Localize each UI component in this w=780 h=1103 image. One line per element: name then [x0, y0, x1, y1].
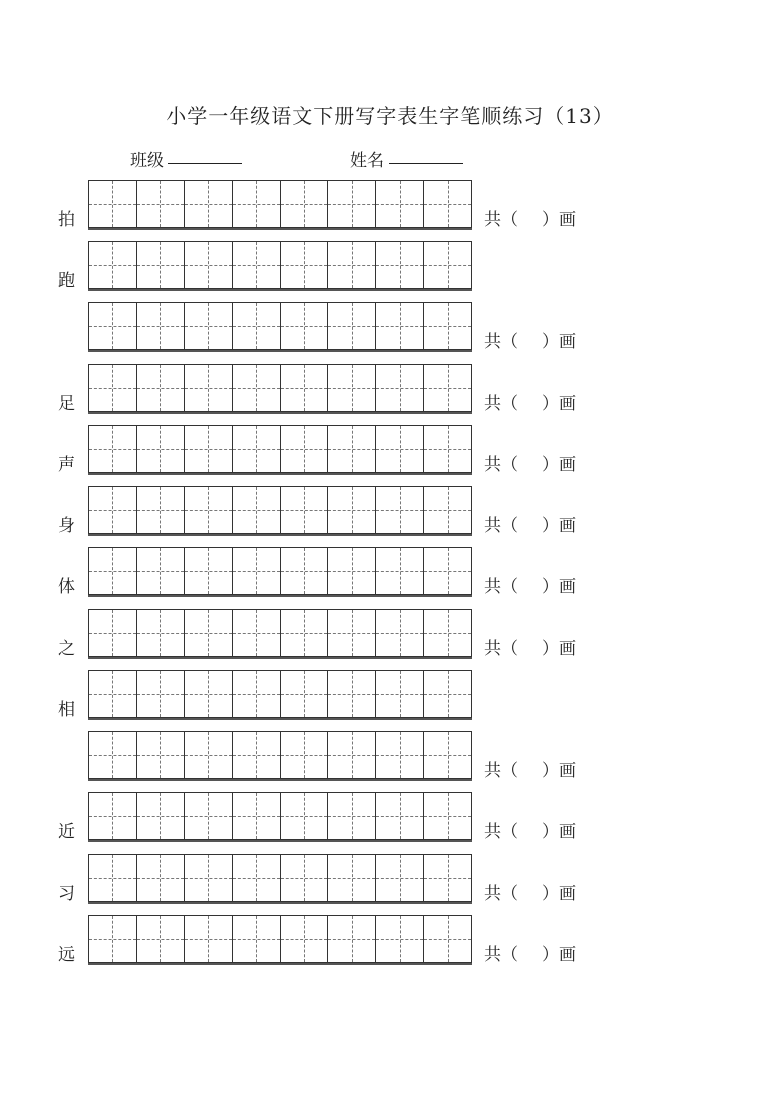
stroke-count-suffix: ）画 [542, 210, 576, 230]
tianzige-cell[interactable] [232, 610, 280, 656]
tianzige-cell[interactable] [327, 242, 375, 288]
tianzige-cell[interactable] [375, 487, 423, 533]
practice-row [88, 180, 472, 228]
tianzige-cell[interactable] [375, 671, 423, 717]
tianzige-cell[interactable] [327, 855, 375, 901]
tianzige-cell[interactable] [89, 855, 136, 901]
tianzige-cell[interactable] [89, 732, 136, 778]
tianzige-cell[interactable] [232, 793, 280, 839]
tianzige-cell[interactable] [232, 855, 280, 901]
page-title: 小学一年级语文下册写字表生字笔顺练习（13） [166, 104, 614, 128]
tianzige-cell[interactable] [280, 732, 328, 778]
tianzige-cell[interactable] [280, 855, 328, 901]
stroke-count-prefix: 共（ [484, 945, 518, 965]
stroke-count-prefix: 共（ [484, 516, 518, 536]
tianzige-cell[interactable] [327, 793, 375, 839]
tianzige-cell[interactable] [89, 365, 136, 411]
tianzige-cell[interactable] [89, 610, 136, 656]
tianzige-cell[interactable] [232, 487, 280, 533]
practice-character: 习 [58, 884, 75, 904]
tianzige-cell[interactable] [232, 303, 280, 349]
practice-character: 近 [58, 822, 75, 842]
practice-character: 拍 [58, 210, 75, 230]
tianzige-cell[interactable] [423, 916, 471, 962]
name-field[interactable] [389, 163, 463, 164]
practice-row [88, 364, 472, 412]
tianzige-cell[interactable] [136, 916, 184, 962]
tianzige-cell[interactable] [423, 793, 471, 839]
stroke-count-note [484, 639, 576, 659]
stroke-count-suffix: ）画 [542, 577, 576, 597]
tianzige-cell[interactable] [184, 181, 232, 227]
tianzige-cell[interactable] [280, 365, 328, 411]
stroke-count-note [484, 332, 576, 352]
tianzige-cell[interactable] [423, 548, 471, 594]
stroke-count-prefix: 共（ [484, 332, 518, 352]
tianzige-cell[interactable] [423, 242, 471, 288]
practice-character: 远 [58, 945, 75, 965]
tianzige-cell[interactable] [136, 732, 184, 778]
stroke-count-prefix: 共（ [484, 210, 518, 230]
tianzige-cell[interactable] [280, 548, 328, 594]
tianzige-cell[interactable] [423, 426, 471, 472]
tianzige-cell[interactable] [423, 610, 471, 656]
tianzige-cell[interactable] [232, 242, 280, 288]
tianzige-cell[interactable] [89, 793, 136, 839]
tianzige-cell[interactable] [184, 242, 232, 288]
practice-row [88, 241, 472, 289]
tianzige-cell[interactable] [184, 671, 232, 717]
stroke-count-note [484, 884, 576, 904]
tianzige-cell[interactable] [232, 181, 280, 227]
tianzige-cell[interactable] [375, 242, 423, 288]
stroke-count-suffix: ）画 [542, 332, 576, 352]
practice-character: 体 [58, 577, 75, 597]
stroke-count-note [484, 210, 576, 230]
name-label: 姓名 [350, 151, 384, 171]
stroke-count-prefix: 共（ [484, 761, 518, 781]
tianzige-cell[interactable] [375, 426, 423, 472]
tianzige-cell[interactable] [184, 793, 232, 839]
practice-row [88, 547, 472, 595]
tianzige-cell[interactable] [280, 487, 328, 533]
tianzige-cell[interactable] [136, 303, 184, 349]
stroke-count-note [484, 394, 576, 414]
tianzige-cell[interactable] [136, 855, 184, 901]
tianzige-cell[interactable] [184, 916, 232, 962]
practice-row [88, 609, 472, 657]
practice-row [88, 425, 472, 473]
tianzige-cell[interactable] [280, 303, 328, 349]
tianzige-cell[interactable] [136, 181, 184, 227]
tianzige-cell[interactable] [375, 303, 423, 349]
tianzige-cell[interactable] [327, 916, 375, 962]
tianzige-cell[interactable] [327, 181, 375, 227]
tianzige-cell[interactable] [89, 671, 136, 717]
tianzige-cell[interactable] [136, 365, 184, 411]
tianzige-cell[interactable] [136, 487, 184, 533]
practice-row [88, 792, 472, 840]
stroke-count-note [484, 761, 576, 781]
practice-character: 跑 [58, 271, 75, 291]
tianzige-cell[interactable] [232, 916, 280, 962]
stroke-count-suffix: ）画 [542, 516, 576, 536]
tianzige-cell[interactable] [280, 671, 328, 717]
tianzige-cell[interactable] [184, 303, 232, 349]
practice-row [88, 670, 472, 718]
tianzige-cell[interactable] [280, 793, 328, 839]
tianzige-cell[interactable] [280, 916, 328, 962]
tianzige-cell[interactable] [327, 365, 375, 411]
stroke-count-note [484, 822, 576, 842]
tianzige-cell[interactable] [423, 855, 471, 901]
tianzige-cell[interactable] [423, 303, 471, 349]
tianzige-cell[interactable] [423, 181, 471, 227]
tianzige-cell[interactable] [327, 548, 375, 594]
stroke-count-suffix: ）画 [542, 945, 576, 965]
tianzige-cell[interactable] [280, 242, 328, 288]
tianzige-cell[interactable] [375, 732, 423, 778]
stroke-count-note [484, 455, 576, 475]
tianzige-cell[interactable] [375, 365, 423, 411]
tianzige-cell[interactable] [232, 365, 280, 411]
tianzige-cell[interactable] [184, 610, 232, 656]
practice-row [88, 915, 472, 963]
tianzige-cell[interactable] [375, 916, 423, 962]
tianzige-cell[interactable] [232, 426, 280, 472]
practice-character: 声 [58, 455, 75, 475]
tianzige-cell[interactable] [327, 487, 375, 533]
practice-character: 之 [58, 639, 75, 659]
practice-character: 足 [58, 394, 75, 414]
stroke-count-prefix: 共（ [484, 884, 518, 904]
stroke-count-note [484, 945, 576, 965]
tianzige-cell[interactable] [232, 548, 280, 594]
tianzige-cell[interactable] [136, 426, 184, 472]
tianzige-cell[interactable] [232, 671, 280, 717]
tianzige-cell[interactable] [327, 671, 375, 717]
tianzige-cell[interactable] [136, 793, 184, 839]
tianzige-cell[interactable] [136, 610, 184, 656]
practice-character: 身 [58, 516, 75, 536]
tianzige-cell[interactable] [327, 732, 375, 778]
stroke-count-suffix: ）画 [542, 761, 576, 781]
tianzige-cell[interactable] [89, 426, 136, 472]
stroke-count-prefix: 共（ [484, 394, 518, 414]
stroke-count-suffix: ）画 [542, 394, 576, 414]
stroke-count-prefix: 共（ [484, 455, 518, 475]
tianzige-cell[interactable] [280, 610, 328, 656]
tianzige-cell[interactable] [89, 303, 136, 349]
tianzige-cell[interactable] [136, 242, 184, 288]
stroke-count-prefix: 共（ [484, 639, 518, 659]
tianzige-cell[interactable] [136, 671, 184, 717]
tianzige-cell[interactable] [375, 793, 423, 839]
stroke-count-suffix: ）画 [542, 884, 576, 904]
practice-row [88, 302, 472, 350]
tianzige-cell[interactable] [89, 487, 136, 533]
tianzige-cell[interactable] [184, 426, 232, 472]
tianzige-cell[interactable] [89, 548, 136, 594]
tianzige-cell[interactable] [423, 487, 471, 533]
tianzige-cell[interactable] [89, 242, 136, 288]
tianzige-cell[interactable] [375, 610, 423, 656]
stroke-count-suffix: ）画 [542, 822, 576, 842]
stroke-count-suffix: ）画 [542, 455, 576, 475]
tianzige-cell[interactable] [423, 365, 471, 411]
stroke-count-prefix: 共（ [484, 822, 518, 842]
tianzige-cell[interactable] [184, 732, 232, 778]
stroke-count-note [484, 516, 576, 536]
tianzige-cell[interactable] [375, 548, 423, 594]
tianzige-cell[interactable] [184, 548, 232, 594]
tianzige-cell[interactable] [423, 732, 471, 778]
tianzige-cell[interactable] [327, 303, 375, 349]
tianzige-cell[interactable] [280, 181, 328, 227]
tianzige-cell[interactable] [327, 426, 375, 472]
tianzige-cell[interactable] [232, 732, 280, 778]
practice-row [88, 731, 472, 779]
stroke-count-suffix: ）画 [542, 639, 576, 659]
tianzige-cell[interactable] [184, 487, 232, 533]
class-field[interactable] [168, 163, 242, 164]
practice-row [88, 486, 472, 534]
stroke-count-note [484, 577, 576, 597]
tianzige-cell[interactable] [327, 610, 375, 656]
tianzige-cell[interactable] [89, 181, 136, 227]
tianzige-cell[interactable] [375, 181, 423, 227]
practice-character: 相 [58, 700, 75, 720]
stroke-count-prefix: 共（ [484, 577, 518, 597]
tianzige-cell[interactable] [375, 855, 423, 901]
practice-row [88, 854, 472, 902]
tianzige-cell[interactable] [423, 671, 471, 717]
class-label: 班级 [130, 151, 164, 171]
tianzige-cell[interactable] [184, 365, 232, 411]
tianzige-cell[interactable] [136, 548, 184, 594]
tianzige-cell[interactable] [89, 916, 136, 962]
tianzige-cell[interactable] [280, 426, 328, 472]
tianzige-cell[interactable] [184, 855, 232, 901]
